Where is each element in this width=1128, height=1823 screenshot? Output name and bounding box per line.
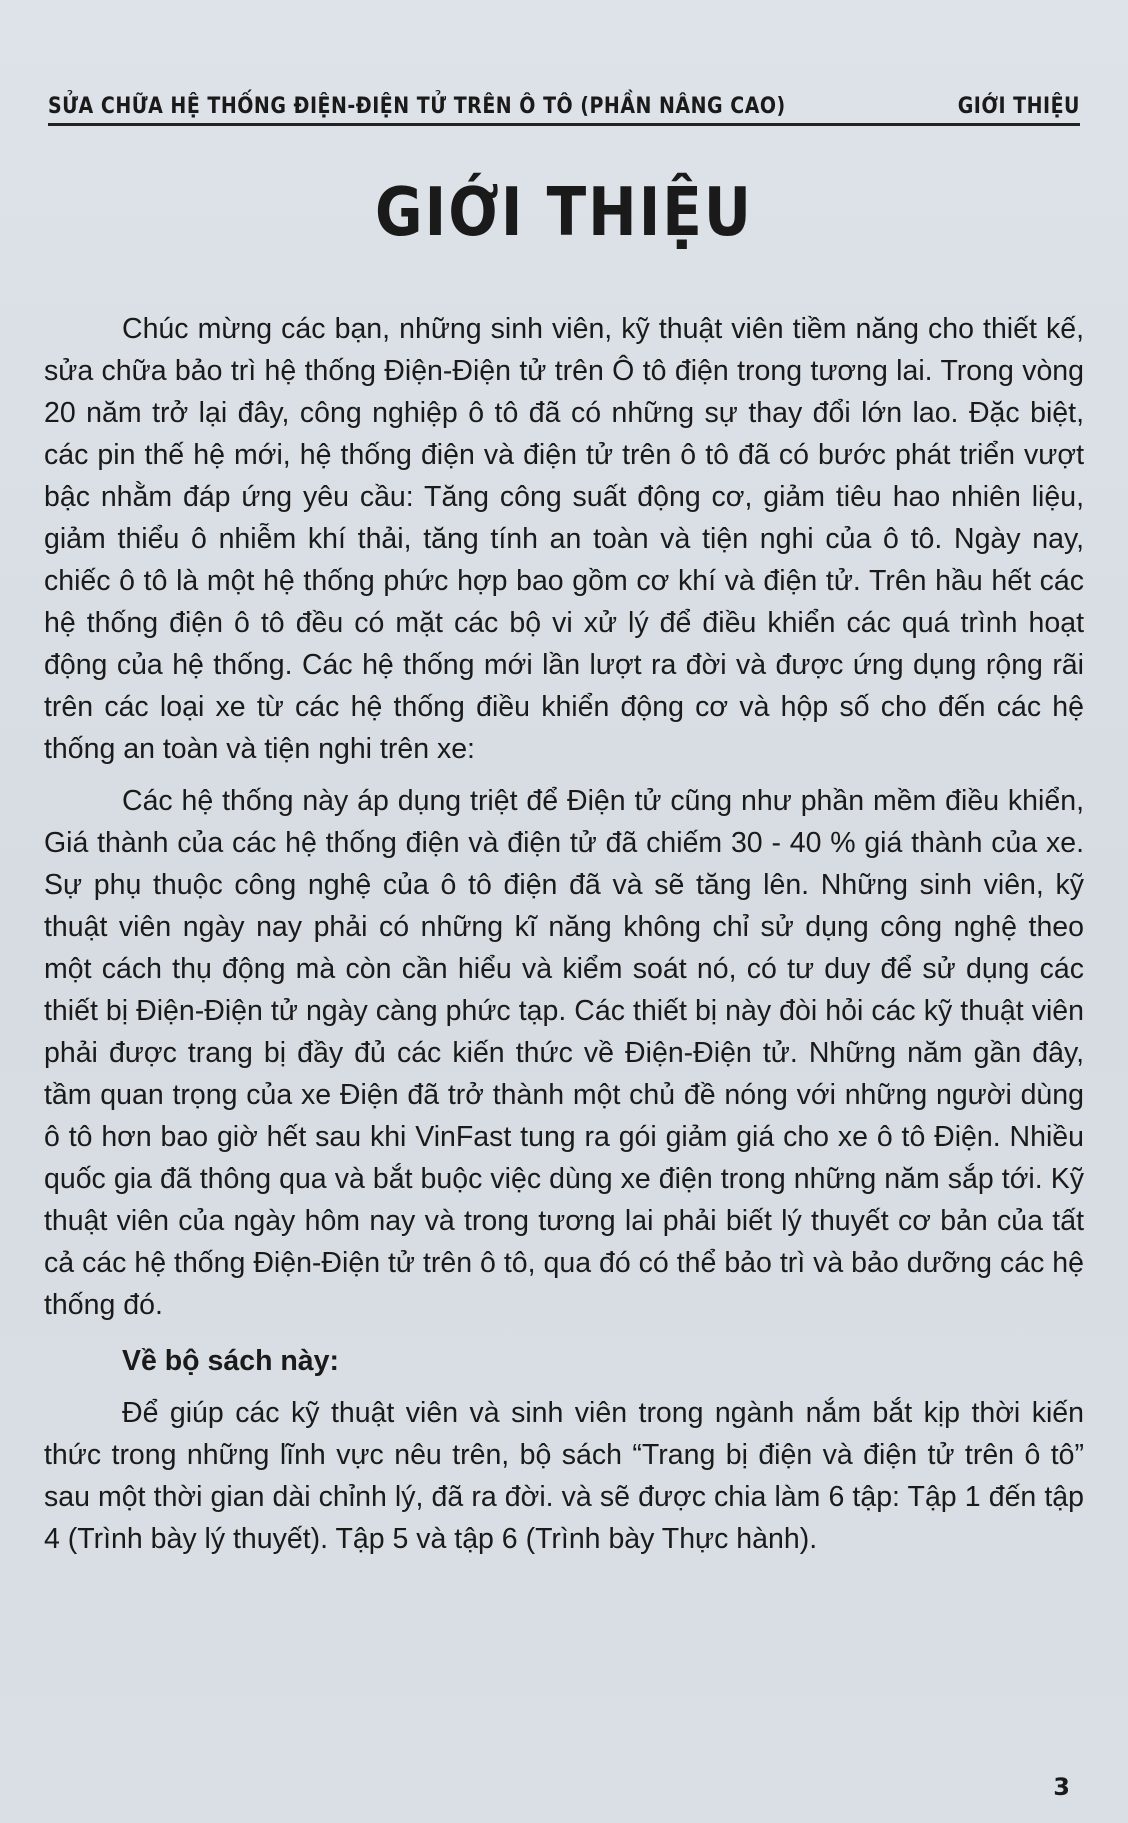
page-number: 3: [1053, 1773, 1070, 1801]
page-title: GIỚI THIỆU: [374, 172, 754, 252]
subheading: Về bộ sách này:: [122, 1345, 339, 1377]
body-text: [44, 308, 1084, 1570]
book-title: SỬA CHỮA HỆ THỐNG ĐIỆN-ĐIỆN TỬ TRÊN Ô TÔ (PHẦN NÂNG CAO): [48, 93, 786, 119]
section-title: GIỚI THIỆU: [957, 93, 1080, 119]
running-header: [48, 92, 1080, 126]
paragraph-2: Các hệ thống này áp dụng triệt để Điện tử cũng như phần mềm điều khiển, Giá thành của các hệ thống điện và điện tử đã chiếm 30 - 40 % giá thành của xe. Sự phụ thuộc công nghệ của ô tô điện đã và sẽ tăng lên. Những sinh viên, kỹ thuật viên ngày nay phải có những kĩ năng không chỉ sử dụng công nghệ theo một cách thụ động mà còn cần hiểu và kiểm soát nó, có tư duy để sử dụng các thiết bị Điện-Điện tử ngày càng phức tạp. Các thiết bị này đòi hỏi các kỹ thuật viên phải được trang bị đầy đủ các kiến thức về Điện-Điện tử. Những năm gần đây, tầm quan trọng của xe Điện đã trở thành một chủ đề nóng với những người dùng ô tô hơn bao giờ hết sau khi VinFast tung ra gói giảm giá cho xe ô tô Điện. Nhiều quốc gia đã thông qua và bắt buộc việc dùng xe điện trong những năm sắp tới. Kỹ thuật viên của ngày hôm nay và trong tương lai phải biết lý thuyết cơ bản của tất cả các hệ thống Điện-Điện tử trên ô tô, qua đó có thể bảo trì và bảo dưỡng các hệ thống đó.: [44, 785, 1084, 1321]
paragraph-3: Để giúp các kỹ thuật viên và sinh viên trong ngành nắm bắt kịp thời kiến thức trong những lĩnh vực nêu trên, bộ sách “Trang bị điện và điện tử trên ô tô” sau một thời gian dài chỉnh lý, đã ra đời. và sẽ được chia làm 6 tập: Tập 1 đến tập 4 (Trình bày lý thuyết). Tập 5 và tập 6 (Trình bày Thực hành).: [44, 1397, 1084, 1555]
paragraph-1: Chúc mừng các bạn, những sinh viên, kỹ thuật viên tiềm năng cho thiết kế, sửa chữa bảo trì hệ thống Điện-Điện tử trên Ô tô điện trong tương lai. Trong vòng 20 năm trở lại đây, công nghiệp ô tô đã có những sự thay đổi lớn lao. Đặc biệt, các pin thế hệ mới, hệ thống điện và điện tử trên ô tô đã có bước phát triển vượt bậc nhằm đáp ứng yêu cầu: Tăng công suất động cơ, giảm tiêu hao nhiên liệu, giảm thiểu ô nhiễm khí thải, tăng tính an toàn và tiện nghi của ô tô. Ngày nay, chiếc ô tô là một hệ thống phức hợp bao gồm cơ khí và điện tử. Trên hầu hết các hệ thống điện ô tô đều có mặt các bộ vi xử lý để điều khiển các quá trình hoạt động của hệ thống. Các hệ thống mới lần lượt ra đời và được ứng dụng rộng rãi trên các loại xe từ các hệ thống điều khiển động cơ và hộp số cho đến các hệ thống an toàn và tiện nghi trên xe:: [44, 313, 1084, 765]
